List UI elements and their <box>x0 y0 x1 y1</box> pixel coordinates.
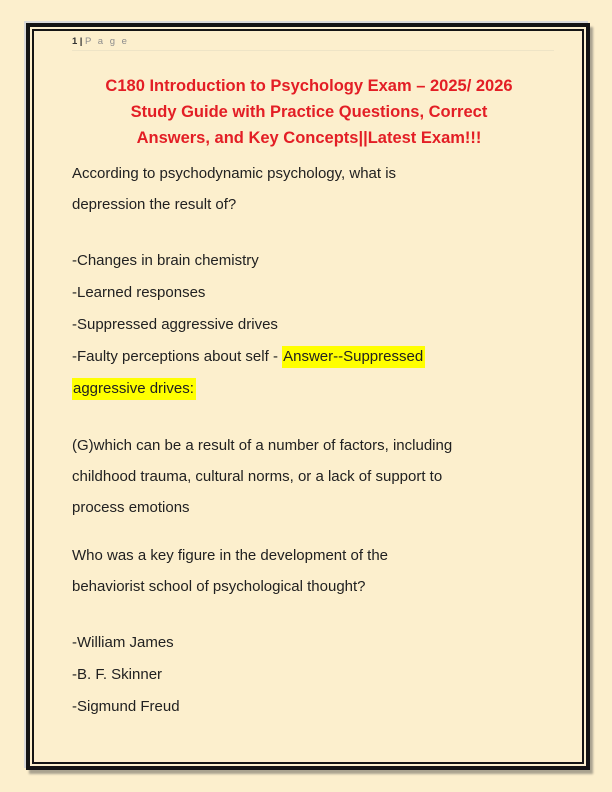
note-line: (G)which can be a result of a number of factors, including <box>72 437 453 454</box>
answer-option-with-answer <box>72 341 546 372</box>
title-line: C180 Introduction to Psychology Exam – 2025/ 2026 <box>105 77 513 95</box>
page-header-separator: | <box>79 36 83 47</box>
document-title <box>72 73 546 151</box>
answer-option-prefix: -Faulty perceptions about self - <box>72 348 283 365</box>
question-1-line: depression the result of? <box>72 196 237 213</box>
answer-option: -Sigmund Freud <box>72 698 180 715</box>
page-inner-border <box>32 29 584 764</box>
highlighted-answer: Answer--Suppressed <box>282 346 425 368</box>
answer-option: -B. F. Skinner <box>72 666 163 683</box>
highlighted-answer: aggressive drives: <box>72 378 196 400</box>
question-2-line: behaviorist school of psychological thought? <box>72 578 366 595</box>
answer-option: -Learned responses <box>72 284 206 301</box>
page-number: 1 <box>72 36 78 47</box>
note-line: childhood trauma, cultural norms, or a lack of support to <box>72 468 443 485</box>
page-header <box>72 36 554 51</box>
title-line: Study Guide with Practice Questions, Correct <box>130 103 488 121</box>
title-line: Answers, and Key Concepts||Latest Exam!!! <box>136 129 482 147</box>
question-2-options <box>72 627 546 722</box>
question-2-line: Who was a key figure in the development of the <box>72 547 389 564</box>
note-line: process emotions <box>72 499 190 516</box>
question-2 <box>72 540 546 602</box>
answer-option: -Changes in brain chemistry <box>72 252 259 269</box>
question-1 <box>72 158 546 220</box>
question-1-line: According to psychodynamic psychology, what is <box>72 165 397 182</box>
highlighted-answer-continuation <box>72 373 546 404</box>
answer-option: -Suppressed aggressive drives <box>72 316 278 333</box>
page-border-frame <box>26 23 590 770</box>
note-paragraph <box>72 430 546 523</box>
page-label: P a g e <box>84 36 129 47</box>
answer-option: -William James <box>72 634 174 651</box>
question-1-options <box>72 245 546 404</box>
